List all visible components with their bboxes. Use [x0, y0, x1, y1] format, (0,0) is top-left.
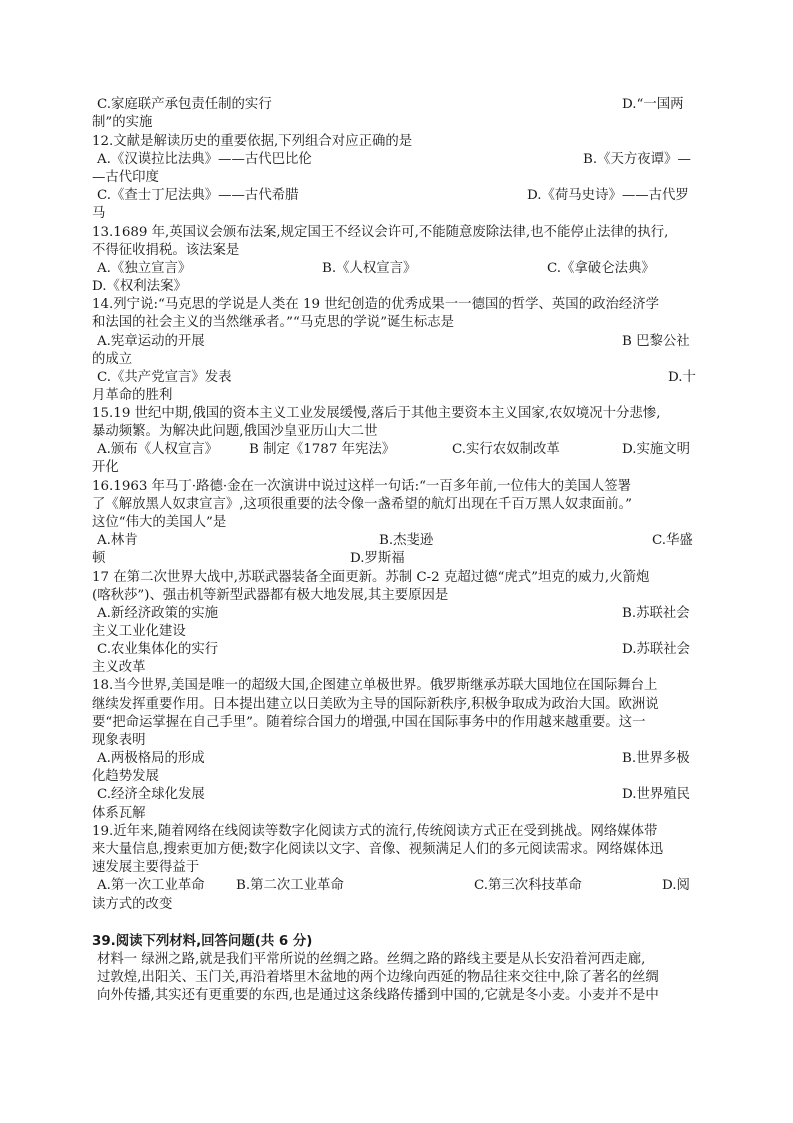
question-15: 15.19 世纪中期,俄国的资本主义工业发展缓慢,落后于其他主要资本主义国家,农奴境况十分悲惨,	[92, 406, 661, 421]
q14-option-d: D.十	[668, 370, 696, 385]
q19-option-d: D.阅	[662, 878, 690, 893]
q15-option-b: B 制定《1787 年宪法》	[249, 442, 396, 457]
q16-option-d: D.罗斯福	[350, 551, 405, 566]
q18-option-d: D.世界殖民	[622, 787, 691, 802]
text-line: 速发展主要得益于	[92, 860, 200, 875]
text-line: 要“把命运掌握在自己手里”。随着综合国力的增强,中国在国际事务中的作用越来越重要。这一	[92, 715, 646, 730]
text-line: 马	[92, 206, 106, 221]
question-16: 16.1963 年马丁·路德·金在一次演讲中说过这样一句话:“一百多年前,一位伟大的美国人签署	[92, 479, 632, 494]
material-line: 材料一 绿洲之路,就是我们平常所说的丝绸之路。丝绸之路的路线主要是从长安沿着河西走廊,	[97, 952, 646, 967]
q15-option-a: A.颁布《人权宣言》	[97, 442, 219, 457]
question-13: 13.1689 年,英国议会颁布法案,规定国王不经议会许可,不能随意废除法律,也不能停止法律的执行,	[92, 225, 669, 240]
material-line: 向外传播,其实还有更重要的东西,也是通过这条线路传播到中国的,它就是冬小麦。小麦并不是中	[97, 988, 659, 1003]
text-line: 体系瓦解	[92, 806, 146, 821]
question-17: 17 在第二次世界大战中,苏联武器装备全面更新。苏制 C-2 克超过德“虎式”坦克的威力,火箭炮	[92, 570, 650, 585]
text-line: 暴动频繁。为解决此问题,俄国沙皇亚历山大二世	[92, 424, 378, 439]
text-line: 来大量信息,搜索更加方便;数字化阅读以文字、音像、视频满足人们的多元阅读需求。网络媒体迅	[92, 842, 664, 857]
text-line: 开化	[92, 460, 119, 475]
q14-option-b: B 巴黎公社	[622, 334, 690, 349]
q12-option-b: B.《天方夜谭》—	[583, 152, 691, 167]
text-line: (喀秋莎”)、强击机等新型武器都有极大地发展,其主要原因是	[92, 588, 449, 603]
text-line: 主义改革	[92, 660, 146, 675]
question-14: 14.列宁说:“马克思的学说是人类在 19 世纪创造的优秀成果一一德国的哲学、英国的政治经济学	[92, 297, 660, 312]
text-line: 月革命的胜利	[92, 388, 173, 403]
q17-option-c: C.农业集体化的实行	[97, 642, 219, 657]
text-line: —古代印度	[92, 170, 159, 185]
text-line: 顿	[92, 551, 106, 566]
q12-option-a: A.《汉谟拉比法典》——古代巴比伦	[97, 152, 312, 167]
q13-option-b: B.《人权宣言》	[322, 261, 417, 276]
text-line: 制”的实施	[92, 115, 153, 130]
text-line: 不得征收捐税。该法案是	[92, 243, 240, 258]
text-line: 的成立	[92, 352, 133, 367]
text-line: 主义工业化建设	[92, 624, 186, 639]
q18-option-a: A.两极格局的形成	[97, 751, 205, 766]
text-line: 了《解放黑人奴隶宣言》,这项很重要的法令像一盏希望的航灯出现在千百万黑人奴隶面前。”	[92, 497, 633, 512]
q19-option-c: C.第三次科技革命	[474, 878, 582, 893]
question-19: 19.近年来,随着网络在线阅读等数字化阅读方式的流行,传统阅读方式正在受到挑战。网络媒体带	[92, 824, 658, 839]
q11-option-d: D.“一国两	[622, 97, 684, 112]
q11-option-c: C.家庭联产承包责任制的实行	[97, 97, 272, 112]
q13-option-c: C.《拿破仑法典》	[547, 261, 655, 276]
text-line: 读方式的改变	[92, 897, 173, 912]
q14-option-a: A.宪章运动的开展	[97, 334, 205, 349]
q19-option-a: A.第一次工业革命	[97, 878, 205, 893]
q18-option-b: B.世界多极	[622, 751, 690, 766]
q13-option-d: D.《权利法案》	[92, 279, 187, 294]
section-39-heading: 39.阅读下列材料,回答问题(共 6 分)	[92, 934, 313, 949]
q19-option-b: B.第二次工业革命	[236, 878, 344, 893]
text-line: 现象表明	[92, 733, 146, 748]
text-line: 化趋势发展	[92, 769, 159, 784]
q16-option-a: A.林肯	[97, 533, 138, 548]
text-line: 这位“伟大的美国人”是	[92, 515, 227, 530]
question-18: 18.当今世界,美国是唯一的超级大国,企图建立单极世界。俄罗斯继承苏联大国地位在国际舞台上	[92, 678, 658, 693]
q14-option-c: C.《共产党宣言》发表	[97, 370, 232, 385]
text-line: 继续发挥重要作用。日本提出建立以日美欧为主导的国际新秩序,积极争取成为政治大国。欧洲说	[92, 697, 659, 712]
q17-option-a: A.新经济政策的实施	[97, 606, 219, 621]
q17-option-d: D.苏联社会	[622, 642, 691, 657]
q15-option-c: C.实行农奴制改革	[452, 442, 560, 457]
q13-option-a: A.《独立宣言》	[97, 261, 192, 276]
q18-option-c: C.经济全球化发展	[97, 787, 205, 802]
q17-option-b: B.苏联社会	[622, 606, 690, 621]
q16-option-c: C.华盛	[652, 533, 693, 548]
q16-option-b: B.杰斐逊	[379, 533, 434, 548]
material-line: 过敦煌,出阳关、玉门关,再沿着塔里木盆地的两个边缘向西延的物品往来交往中,除了著名的丝绸	[97, 970, 659, 985]
text-line: 和法国的社会主义的当然继承者。”“马克思的学说”诞生标志是	[92, 315, 454, 330]
question-12: 12.文献是解读历史的重要依据,下列组合对应正确的是	[92, 134, 413, 149]
q12-option-d: D.《荷马史诗》——古代罗	[527, 188, 689, 203]
q15-option-d: D.实施文明	[622, 442, 691, 457]
q12-option-c: C.《查士丁尼法典》——古代希腊	[97, 188, 299, 203]
